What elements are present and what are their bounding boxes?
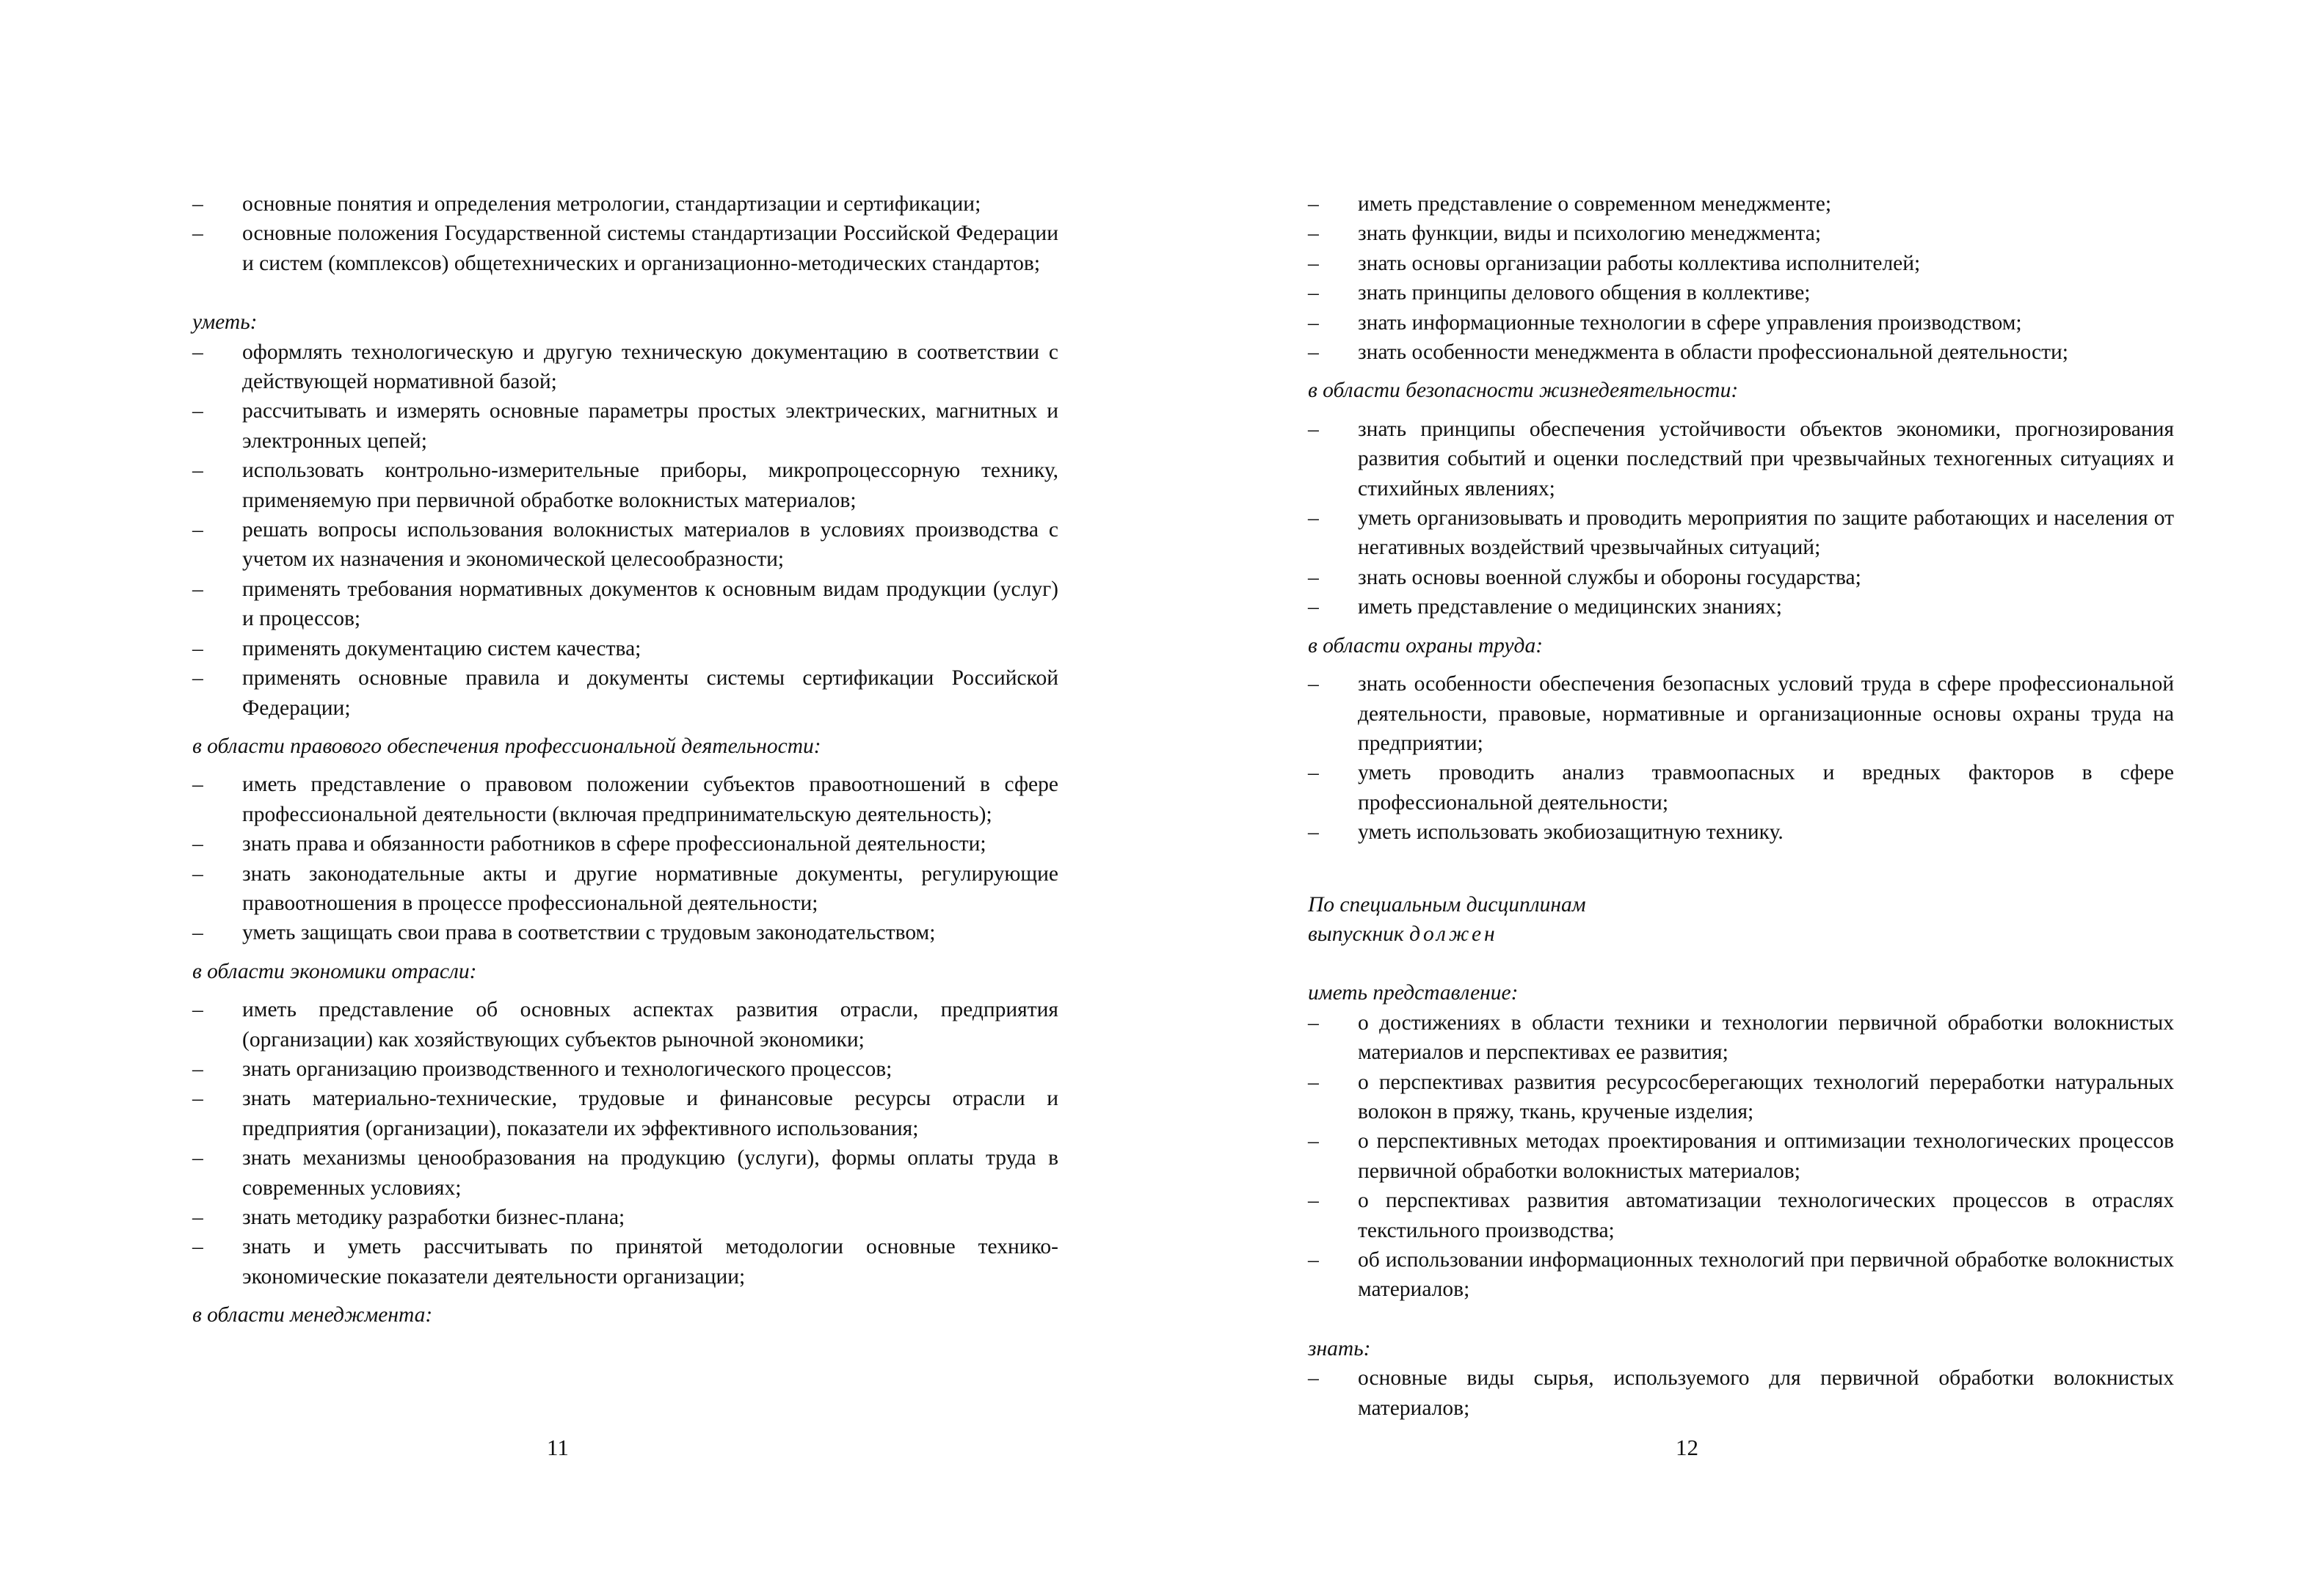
list-item: [1308, 1126, 2174, 1186]
list-item-text: знать функции, виды и психологию менеджмента;: [1358, 222, 1822, 246]
section-heading-economics: в области экономики отрасли:: [192, 959, 477, 983]
dash-bullet: –: [192, 518, 203, 542]
list-item: [192, 515, 1058, 575]
section-heading-safety: в области безопасности жизнедеятельности:: [1308, 379, 1739, 403]
management-list: [1308, 189, 2174, 367]
dash-bullet: –: [1308, 1010, 1319, 1035]
economics-list: [192, 995, 1058, 1291]
list-item: [1308, 758, 2174, 817]
list-item-text: иметь представление о медицинских знаниях;: [1358, 595, 1782, 619]
representation-list: [1308, 1008, 2174, 1305]
list-item-text: знать организацию производственного и технологического процессов;: [242, 1057, 893, 1081]
list-item-text: решать вопросы использования волокнистых материалов в условиях производства с учетом их назначения и экономической целесообразности;: [242, 518, 1058, 572]
list-item: [1308, 219, 2174, 248]
list-item-text: знать материально-технические, трудовые и финансовые ресурсы отрасли и предприятия (организации), показатели их эффективного использования;: [242, 1087, 1058, 1140]
legal-list: [192, 770, 1058, 947]
dash-bullet: –: [1308, 1189, 1319, 1213]
list-item-text: уметь организовывать и проводить мероприятия по защите работающих и населения от негативных воздействий чрезвычайных ситуаций;: [1358, 506, 2174, 560]
dash-bullet: –: [1308, 251, 1319, 275]
list-item-text: знать и уметь рассчитывать по принятой методологии основные технико-экономические показатели деятельности организации;: [242, 1235, 1058, 1289]
list-item: [192, 1143, 1058, 1203]
list-item-text: об использовании информационных технологий при первичной обработке волокнистых материалов;: [1358, 1248, 2174, 1302]
list-item-text: знать механизмы ценообразования на продукцию (услуги), формы оплаты труда в современных условиях;: [242, 1146, 1058, 1200]
dash-bullet: –: [1308, 761, 1319, 785]
list-item: [192, 663, 1058, 723]
list-item-text: о перспективных методах проектирования и оптимизации технологических процессов первичной обработки волокнистых материалов;: [1358, 1129, 2174, 1183]
list-item: [192, 995, 1058, 1054]
list-item-text: иметь представление об основных аспектах развития отрасли, предприятия (организации) как хозяйствующих субъектов рыночной экономики;: [242, 998, 1058, 1052]
dash-bullet: –: [1308, 565, 1319, 589]
list-item-text: знать принципы обеспечения устойчивости объектов экономики, прогнозирования развития событий и оценки последствий при чрезвычайных техногенных ситуациях и стихийных явлениях;: [1358, 417, 2174, 500]
list-item-text: знать особенности обеспечения безопасных условий труда в сфере профессиональной деятельности, правовые, нормативные и организационные основы охраны труда на предприятии;: [1358, 672, 2174, 755]
list-item-text: рассчитывать и измерять основные параметры простых электрических, магнитных и электронных цепей;: [242, 399, 1058, 453]
emphasis-word: должен: [1409, 922, 1498, 946]
labor-list: [1308, 669, 2174, 847]
page-number-left: 11: [547, 1435, 569, 1460]
graduate-must-line: выпускник должен: [1308, 922, 1498, 946]
list-item: [1308, 1363, 2174, 1423]
section-heading-know: знать:: [1308, 1336, 1371, 1360]
dash-bullet: –: [192, 1206, 203, 1229]
dash-bullet: –: [192, 399, 203, 423]
list-item: [1308, 817, 2174, 847]
dash-bullet: –: [192, 921, 203, 945]
list-item: [192, 456, 1058, 515]
dash-bullet: –: [192, 1235, 203, 1259]
list-item: [192, 859, 1058, 919]
dash-bullet: –: [1308, 506, 1319, 531]
list-item: [192, 770, 1058, 829]
list-item-text: уметь использовать экобиозащитную технику.: [1358, 820, 1784, 845]
list-item-text: знать принципы делового общения в коллективе;: [1358, 281, 1811, 305]
list-item: [192, 338, 1058, 397]
dash-bullet: –: [1308, 1070, 1319, 1094]
list-item-text: применять основные правила и документы системы сертификации Российской Федерации;: [242, 666, 1058, 720]
list-item: [1308, 503, 2174, 563]
section-heading-representation: иметь представление:: [1308, 981, 1519, 1005]
list-item: [1308, 592, 2174, 622]
dash-bullet: –: [192, 832, 203, 856]
section-heading-labor: в области охраны труда:: [1308, 633, 1544, 657]
dash-bullet: –: [1308, 672, 1319, 696]
list-item-text: уметь защищать свои права в соответствии с трудовым законодательством;: [242, 921, 936, 945]
list-item: [1308, 1186, 2174, 1245]
list-item-text: применять требования нормативных документов к основным видам продукции (услуг) и процессов;: [242, 577, 1058, 631]
safety-list: [1308, 415, 2174, 622]
dash-bullet: –: [1308, 281, 1319, 305]
list-item-text: основные виды сырья, используемого для первичной обработки волокнистых материалов;: [1358, 1366, 2174, 1420]
list-item-text: основные понятия и определения метрологии, стандартизации и сертификации;: [242, 192, 981, 216]
page-right: [1308, 189, 2174, 1423]
list-item: [1308, 1008, 2174, 1068]
dash-bullet: –: [1308, 417, 1319, 441]
list-item: [1308, 1068, 2174, 1127]
list-item: [1308, 308, 2174, 338]
dash-bullet: –: [192, 636, 203, 660]
intro-list: [192, 189, 1058, 278]
dash-bullet: –: [1308, 595, 1319, 619]
list-item-text: знать методику разработки бизнес-плана;: [242, 1206, 625, 1229]
list-item-text: знать законодательные акты и другие нормативные документы, регулирующие правоотношения в процессе профессиональной деятельности;: [242, 861, 1058, 915]
list-item-text: применять документацию систем качества;: [242, 636, 641, 660]
list-item: [192, 634, 1058, 663]
list-item: [192, 189, 1058, 219]
dash-bullet: –: [1308, 192, 1319, 216]
list-item: [1308, 249, 2174, 278]
section-heading-management: в области менеджмента:: [192, 1303, 433, 1327]
list-item: [192, 918, 1058, 947]
umet-list: [192, 338, 1058, 723]
list-item: [192, 1084, 1058, 1143]
dash-bullet: –: [1308, 1248, 1319, 1272]
list-item-text: иметь представление о современном менеджменте;: [1358, 192, 1832, 216]
list-item-text: о перспективах развития автоматизации технологических процессов в отраслях текстильного производства;: [1358, 1189, 2174, 1242]
list-item-text: знать права и обязанности работников в сфере профессиональной деятельности;: [242, 832, 986, 856]
list-item-text: знать информационные технологии в сфере управления производством;: [1358, 310, 2022, 335]
list-item: [1308, 415, 2174, 503]
list-item-text: основные положения Государственной системы стандартизации Российской Федерации и систем (комплексов) общетехнических и организационно-методических стандартов;: [242, 222, 1058, 275]
know-list: [1308, 1363, 2174, 1423]
list-item-text: о достижениях в области техники и технологии первичной обработки волокнистых материалов и перспективах ее развития;: [1358, 1010, 2174, 1065]
list-item-text: о перспективах развития ресурсосберегающих технологий переработки натуральных волокон в пряжу, ткань, крученые изделия;: [1358, 1070, 2174, 1123]
dash-bullet: –: [1308, 340, 1319, 365]
page-number-right: 12: [1676, 1435, 1698, 1460]
list-item: [1308, 563, 2174, 592]
dash-bullet: –: [192, 998, 203, 1022]
list-item: [1308, 338, 2174, 367]
list-item-text: знать особенности менеджмента в области профессиональной деятельности;: [1358, 340, 2068, 365]
dash-bullet: –: [1308, 1129, 1319, 1154]
list-item-text: иметь представление о правовом положении субъектов правоотношений в сфере профессиональной деятельности (включая предпринимательскую деятельность);: [242, 773, 1058, 826]
section-heading-umet: уметь:: [192, 310, 258, 335]
dash-bullet: –: [192, 861, 203, 886]
list-item: [192, 1203, 1058, 1232]
list-item-text: знать основы военной службы и обороны государства;: [1358, 565, 1861, 589]
dash-bullet: –: [192, 1057, 203, 1081]
section-heading-legal: в области правового обеспечения профессиональной деятельности:: [192, 734, 821, 758]
dash-bullet: –: [192, 666, 203, 690]
special-disciplines-heading: По специальным дисциплинам: [1308, 892, 1586, 917]
dash-bullet: –: [1308, 222, 1319, 246]
dash-bullet: –: [192, 222, 203, 246]
list-item: [192, 219, 1058, 278]
list-item: [192, 1054, 1058, 1084]
dash-bullet: –: [1308, 310, 1319, 335]
page-left: [192, 189, 1058, 1330]
list-item: [1308, 189, 2174, 219]
list-item: [1308, 669, 2174, 758]
list-item-text: оформлять технологическую и другую техническую документацию в соответствии с действующей нормативной базой;: [242, 340, 1058, 394]
list-item-text: уметь проводить анализ травмоопасных и вредных факторов в сфере профессиональной деятельности;: [1358, 761, 2174, 815]
dash-bullet: –: [192, 192, 203, 216]
dash-bullet: –: [192, 459, 203, 483]
dash-bullet: –: [1308, 1366, 1319, 1391]
dash-bullet: –: [192, 1146, 203, 1170]
list-item: [192, 575, 1058, 634]
list-item: [192, 396, 1058, 456]
list-item-text: знать основы организации работы коллектива исполнителей;: [1358, 251, 1921, 275]
dash-bullet: –: [192, 340, 203, 364]
dash-bullet: –: [192, 1087, 203, 1111]
dash-bullet: –: [192, 773, 203, 797]
list-item-text: использовать контрольно-измерительные приборы, микропроцессорную технику, применяемую при первичной обработке волокнистых материалов;: [242, 459, 1058, 512]
list-item: [1308, 278, 2174, 307]
dash-bullet: –: [1308, 820, 1319, 845]
dash-bullet: –: [192, 577, 203, 601]
list-item: [192, 1232, 1058, 1291]
list-item: [192, 829, 1058, 859]
list-item: [1308, 1245, 2174, 1305]
